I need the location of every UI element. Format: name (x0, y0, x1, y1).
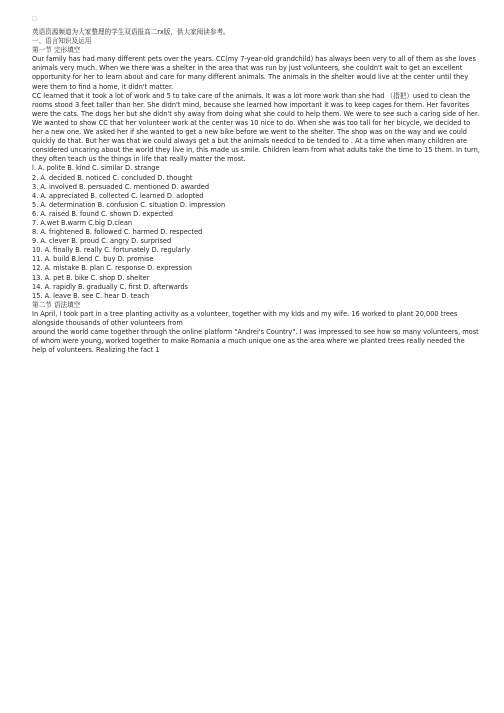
option-line: 5. A. determination B. confusion C. situation D. impression (32, 200, 226, 209)
bullet-marker: □ (32, 16, 37, 22)
option-line: 10. A. finally B. really C. fortunately D. regularly (32, 246, 191, 255)
option-line: 9. A. clever B. proud C. angry D. surprised (32, 237, 172, 246)
document-page (32, 16, 480, 355)
passage2-paragraph-1: In April, I took part in a tree planting activity as a volunteer, together with my kids and my wife. 16 worked to plant 20,000 trees alongside thousands of other volunteers from (32, 309, 458, 327)
option-line: 3. A. involved B. persuaded C. mentioned D. awarded (32, 182, 210, 191)
option-line: 6. A. raised B. found C. shown D. expected (32, 209, 173, 218)
option-line: 7. A.wet B.warm C.big D.clean (32, 218, 133, 227)
passage1-paragraph-3: We wanted to show CC that her volunteer work at the center was 10 nice to do. When she was too tall for her bicycle, we decided to her a new one. We asked her if she wanted to get a new bike before we went to the shelter. The shop was on the way and we could quickly do that. But her was that we could always get a but the animals needcd to be tended to . At a time when many children are considered uncaring about the world they live in, this made us smile. Children learn from what adults take the time to 15 them. In turn, they often teach us the things in life that really matter the most. (32, 118, 480, 164)
part2-heading: 第二节 语法填空 (32, 300, 81, 309)
option-line: l. A. polite B. kind C. similar D. strange (32, 164, 160, 173)
option-line: 12. A. mistake B. plan C. response D. expression (32, 264, 192, 273)
option-line: 15. A. leave B. see C. hear D. teach (32, 291, 150, 300)
passage1-paragraph-1: Our family has had many different pets over the years. CC(my 7-year-old grandchild) has always been very to all of them as she loves animals very much. When we there was a shelter in the area that was run by just volunteers, she couldn't wait to get an excellent opportunity for her to learn about and care for many different animals. The animals in the shelter would live at the center until they were them to find a home, it didn't matter. (32, 55, 476, 91)
passage1-paragraph-2: CC learned that it took a lot of work and 5 to take care of the animals. It was a lot more work than she had （指把）used to clean the rooms stood 3 feet taller than her. She didn't mind, because she learned how important it was to keep cages for them. Her favorites were the cats. The dogs her but she didn't shy away from doing what she could to help them. We were to see such a caring side of her. (32, 91, 480, 118)
option-line: 14. A. rapidly B. gradually C. first D. afterwards (32, 282, 188, 291)
passage2-paragraph-2: around the world came together through the online platform "Andrei's Country". I was impressed to see how so many volunteers, most of whom were young, worked together to make Romania a much unique one as the area where we planted trees really needed the help of volunteers. Realizing the fact 1 (32, 328, 479, 355)
option-line: 8. A. frightened B. followed C. harmed D. respected (32, 228, 203, 237)
part1-heading: 第一节 完形填空 (32, 46, 81, 55)
options-list (32, 164, 480, 300)
intro-text: 英语资源频道为大家整理的学生双语报高二rx版，供大家阅读参考。 (32, 28, 230, 36)
section-heading: 一、语言知识及运用 (32, 37, 92, 46)
option-line: 2. A. decided B. noticed C. concluded D. thought (32, 173, 193, 182)
option-line: 11. A. build B.lend C. buy D. promise (32, 255, 154, 264)
option-line: 13. A. pet B. bike C. shop D. shelter (32, 273, 150, 282)
option-line: 4. A. appreciated B. collected C. learned D. adopted (32, 191, 204, 200)
